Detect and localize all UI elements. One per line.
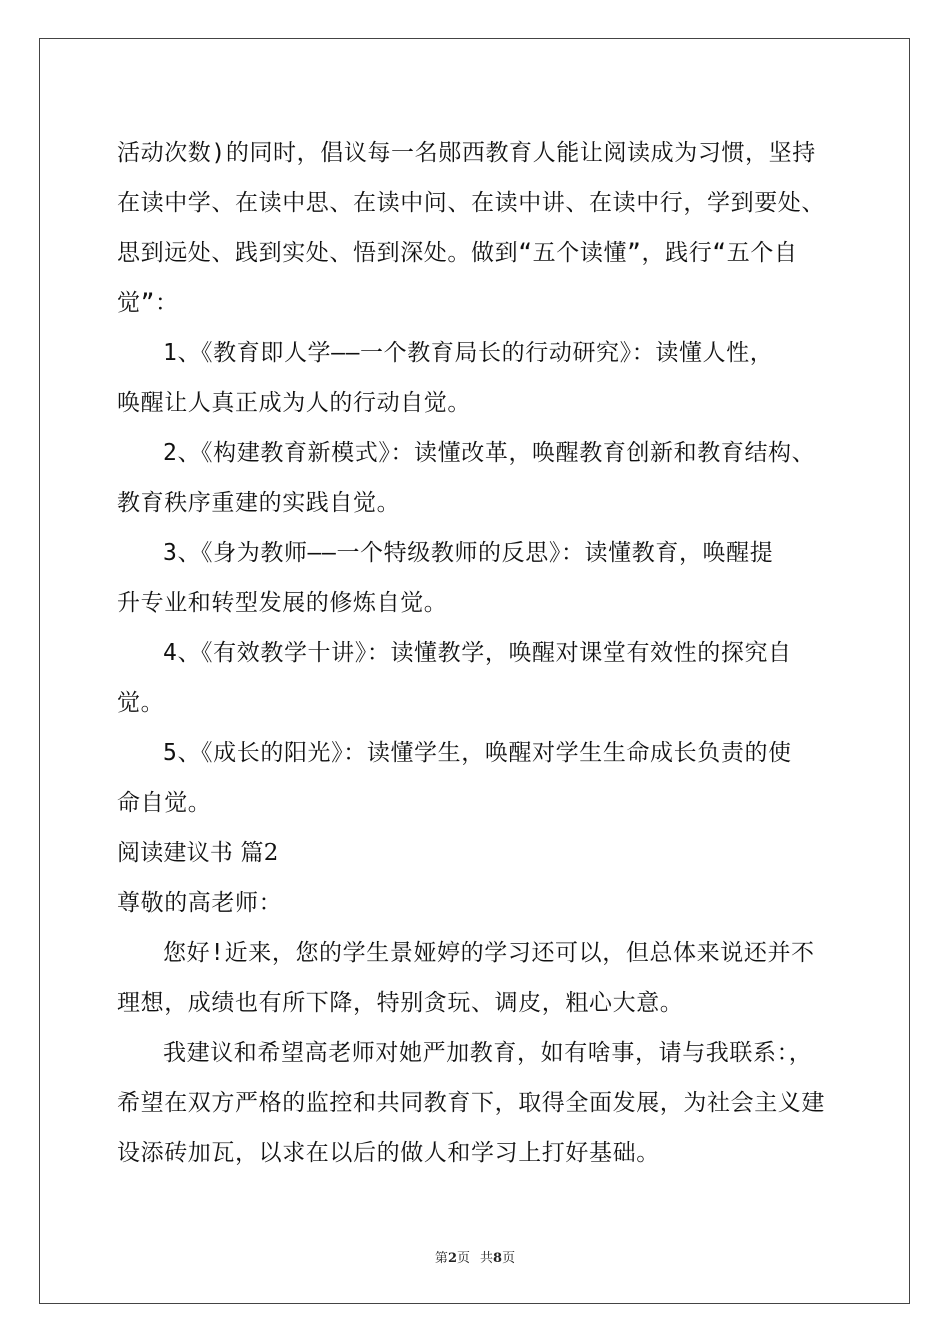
- current-page-number: 2: [447, 1251, 457, 1266]
- page-footer: [0, 1247, 950, 1266]
- list-item-3: 3、《身为教师——一个特级教师的反思》：读懂教育，唤醒提: [163, 540, 774, 566]
- footer-total-unit: 页: [502, 1251, 516, 1266]
- total-page-number: 8: [493, 1251, 503, 1266]
- list-item-2: 2、《构建教育新模式》：读懂改革，唤醒教育创新和教育结构、: [163, 440, 816, 466]
- paragraph-line: 活动次数)的同时，倡议每一名郧西教育人能让阅读成为习惯，坚持: [117, 140, 816, 166]
- list-item-1: 1、《教育即人学——一个教育局长的行动研究》：读懂人性，: [163, 340, 774, 366]
- paragraph-line: 觉。: [117, 690, 165, 716]
- footer-total-prefix: 共: [480, 1251, 494, 1266]
- paragraph-line: 我建议和希望高老师对她严加教育，如有啥事，请与我联系：，: [163, 1040, 813, 1066]
- footer-page-unit: 页: [456, 1251, 470, 1266]
- section-heading: 阅读建议书 篇2: [117, 840, 279, 866]
- footer-prefix: 第: [434, 1251, 448, 1266]
- paragraph-line: 希望在双方严格的监控和共同教育下，取得全面发展，为社会主义建: [117, 1090, 825, 1116]
- list-item-4: 4、《有效教学十讲》：读懂教学，唤醒对课堂有效性的探究自: [163, 640, 792, 666]
- paragraph-line: 命自觉。: [117, 790, 212, 816]
- paragraph-line: 思到远处、践到实处、悟到深处。做到“五个读懂”，践行“五个自: [117, 240, 798, 266]
- salutation: 尊敬的高老师：: [117, 890, 283, 916]
- paragraph-line: 教育秩序重建的实践自觉。: [117, 490, 401, 516]
- paragraph-line: 觉”：: [117, 290, 179, 316]
- paragraph-line: 您好!近来，您的学生景娅婷的学习还可以，但总体来说还并不: [163, 940, 815, 966]
- list-item-5: 5、《成长的阳光》：读懂学生，唤醒对学生生命成长负责的使: [163, 740, 792, 766]
- document-body: [117, 128, 857, 1178]
- paragraph-line: 设添砖加瓦，以求在以后的做人和学习上打好基础。: [117, 1140, 660, 1166]
- paragraph-line: 理想，成绩也有所下降，特别贪玩、调皮，粗心大意。: [117, 990, 684, 1016]
- paragraph-line: 在读中学、在读中思、在读中问、在读中讲、在读中行，学到要处、: [117, 190, 825, 216]
- paragraph-line: 唤醒让人真正成为人的行动自觉。: [117, 390, 471, 416]
- paragraph-line: 升专业和转型发展的修炼自觉。: [117, 590, 448, 616]
